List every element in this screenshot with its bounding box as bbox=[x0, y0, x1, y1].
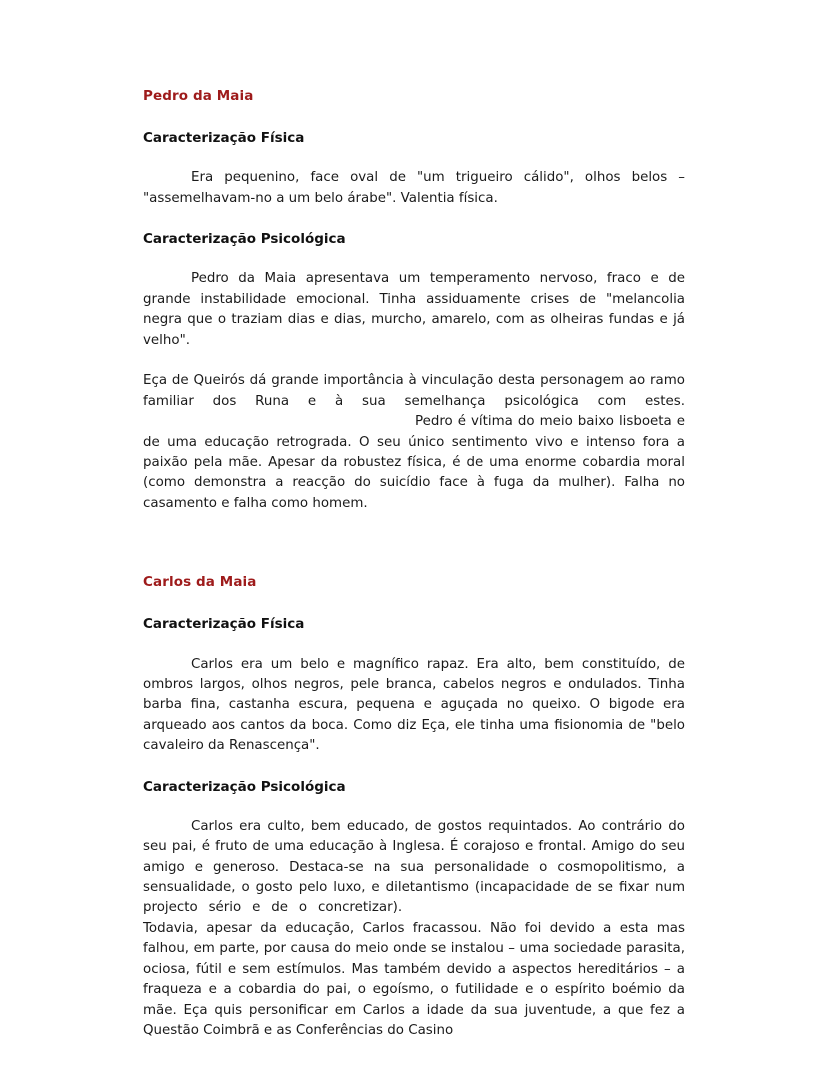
body-paragraph bbox=[143, 269, 685, 514]
section-title: Carlos da Maia bbox=[143, 574, 257, 591]
section-title: Pedro da Maia bbox=[143, 88, 254, 104]
paragraph-text: Pedro é vítima do meio baixo lisboeta e de uma educação retrograda. O seu único sentimento vivo e intenso fora a paixão pela mãe. Apesar da robustez física, é de uma enorme cobardia moral (como demonstra a reacção do suicídio face à fuga da mulher). Falha no casamento e falha como homem. bbox=[143, 414, 685, 511]
document-content bbox=[143, 88, 685, 1041]
body-paragraph bbox=[143, 168, 685, 209]
subsection-heading: Caracterização Física bbox=[143, 130, 305, 147]
character-section bbox=[143, 88, 685, 514]
body-paragraph bbox=[143, 655, 685, 757]
paragraph-text: Eça de Queirós dá grande importância à vinculação desta personagem ao ramo familiar dos Runa e à sua semelhança psicológica com estes. bbox=[143, 373, 685, 409]
subsection-heading: Caracterização Física bbox=[143, 616, 305, 633]
paragraph-text: Carlos era culto, bem educado, de gostos requintados. Ao contrário do seu pai, é fruto de uma educação à Inglesa. É corajoso e frontal. Amigo do seu amigo e generoso. Destaca-se na sua personalidade o cosmopolitismo, a sensualidade, o gosto pelo luxo, e diletantismo (incapacidade de se fixar num projecto sério e de o concretizar). bbox=[143, 818, 685, 916]
body-paragraph bbox=[143, 817, 685, 1041]
paragraph-text: Era pequenino, face oval de "um trigueiro cálido", olhos belos – "assemelhavam-no a um belo árabe". Valentia física. bbox=[143, 170, 685, 206]
subsection-heading: Caracterização Psicológica bbox=[143, 778, 346, 795]
paragraph-text: Carlos era um belo e magnífico rapaz. Era alto, bem constituído, de ombros largos, olhos negros, pele branca, cabelos negros e ondulados. Tinha barba fina, castanha escura, pequena e aguçada no queixo. O bigode era arqueado aos cantos da boca. Como diz Eça, ele tinha uma fisionomia de "belo cavaleiro da Renascença". bbox=[143, 656, 685, 754]
character-section bbox=[143, 574, 685, 1041]
paragraph-text: Pedro da Maia apresentava um temperamento nervoso, fraco e de grande instabilidade emocional. Tinha assiduamente crises de "melancolia negra que o traziam dias e dias, murcho, amarelo, com as olheiras fundas e já velho". bbox=[143, 271, 685, 348]
paragraph-text: Todavia, apesar da educação, Carlos fracassou. Não foi devido a esta mas falhou, em parte, por causa do meio onde se instalou – uma sociedade parasita, ociosa, fútil e sem estímulos. Mas também devido a aspectos hereditários – a fraqueza e a cobardia do pai, o egoísmo, o futilidade e o espírito boémio da mãe. Eça quis personificar em Carlos a idade da sua juventude, a que fez a Questão Coimbrã e as Conferências do Casino bbox=[143, 920, 685, 1038]
subsection-heading: Caracterização Psicológica bbox=[143, 231, 346, 248]
